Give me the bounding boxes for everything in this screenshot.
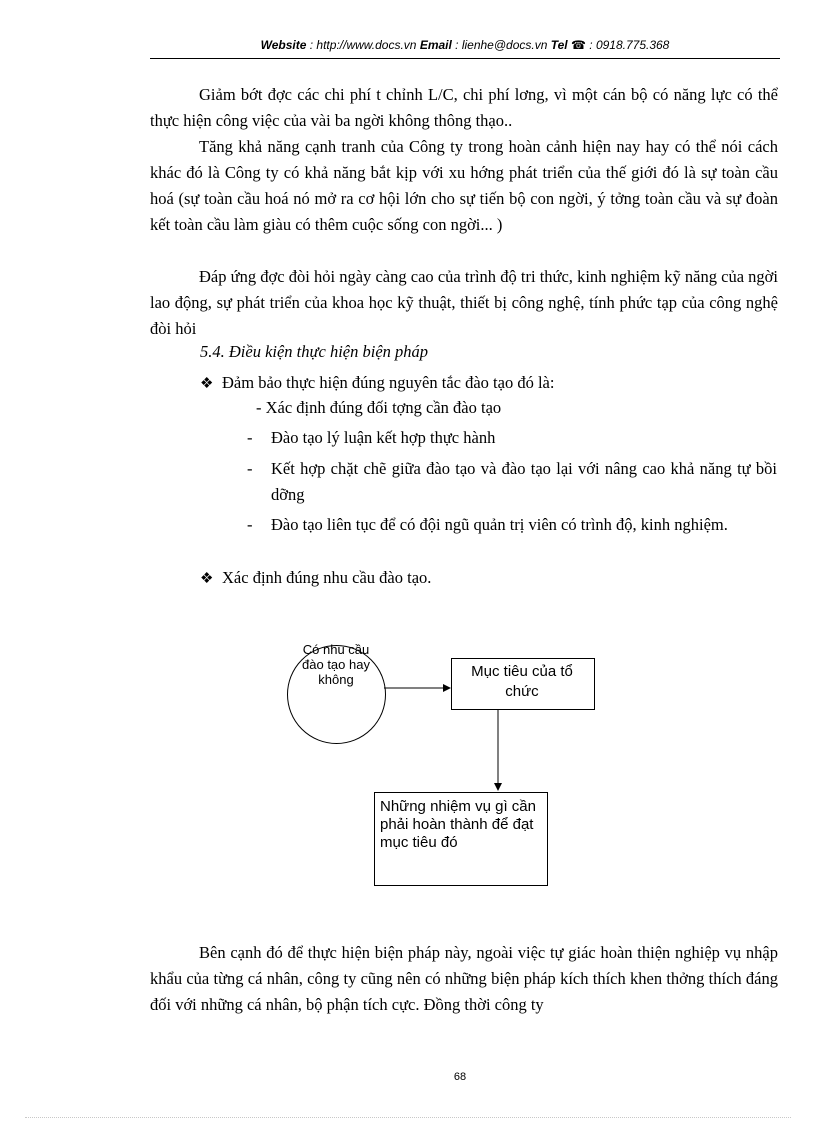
footer-divider (25, 1117, 791, 1118)
paragraph-cost-saving: Giảm bớt đợc các chi phí t chỉnh L/C, chi phí lơng, vì một cán bộ có năng lực có thể thực hiện công việc của vài ba ngời không thông thạo.. (150, 85, 778, 130)
diagram-box-objectives-label: Mục tiêu của tổ chức (471, 663, 573, 700)
section-heading: 5.4. Điều kiện thực hiện biện pháp (200, 342, 429, 361)
dash-item-text: Đào tạo liên tục để có đội ngũ quản trị viên có trình độ, kinh nghiệm. (271, 515, 728, 534)
page-number: 68 (453, 1071, 467, 1083)
bullet-principles-text: Đảm bảo thực hiện đúng nguyên tắc đào tạo đó là: (222, 373, 555, 392)
diamond-bullet-icon: ❖ (200, 376, 214, 392)
diagram-box-tasks-label: Những nhiệm vụ gì cần phải hoàn thành để đạt mục tiêu đó (380, 798, 536, 851)
paragraph-knowledge-demand: Đáp ứng đợc đòi hỏi ngày càng cao của trình độ tri thức, kinh nghiệm kỹ năng của ngời lao động, sự phát triển của khoa học kỹ thuật, thiết bị công nghệ, tính phức tạp của công nghệ đòi hỏi (150, 267, 778, 338)
tel-value: : 0918.775.368 (585, 38, 670, 52)
dash-item-text: Đào tạo lý luận kết hợp thực hành (271, 428, 496, 447)
tel-label: Tel (550, 38, 568, 52)
email-label: Email (419, 38, 452, 52)
phone-icon: ☎ (570, 38, 586, 52)
bullet-principles-subline: - Xác định đúng đối tợng cần đào tạo (256, 398, 502, 417)
diamond-bullet-icon: ❖ (200, 571, 214, 587)
paragraph-competitiveness: Tăng khả năng cạnh tranh của Công ty trong hoàn cảnh hiện nay hay có thể nói cách khác đó là Công ty có khả năng bắt kịp với xu hớng phát triển của thế giới đó là sự toàn cầu hoá (sự toàn cầu hoá nó mở ra cơ hội lớn cho sự tiến bộ con ngời, ý tởng toàn cầu và sự đoàn kết toàn cầu làm giàu có thêm cuộc sống con ngời... ) (150, 137, 778, 234)
website-label: Website (260, 38, 307, 52)
dash-item-text: Kết hợp chặt chẽ giữa đào tạo và đào tạo lại với nâng cao khả năng tự bồi dỡng (271, 459, 777, 504)
paragraph-incentives: Bên cạnh đó để thực hiện biện pháp này, ngoài việc tự giác hoàn thiện nghiệp vụ nhập khẩu của từng cá nhân, công ty cũng nên có những biện pháp kích thích khen thởng thích đáng đối với những cá nhân, bộ phận tích cực. Đồng thời công ty (150, 943, 778, 1014)
email-value: : lienhe@docs.vn (451, 38, 551, 52)
dash-marker: - (247, 428, 253, 447)
website-value: : http://www.docs.vn (306, 38, 420, 52)
dash-marker: - (247, 515, 253, 534)
diagram-circle-label: Có nhu cầu đào tạo hay không (302, 642, 370, 687)
dash-marker: - (247, 459, 253, 478)
bullet-training-needs-text: Xác định đúng nhu cầu đào tạo. (222, 568, 432, 587)
